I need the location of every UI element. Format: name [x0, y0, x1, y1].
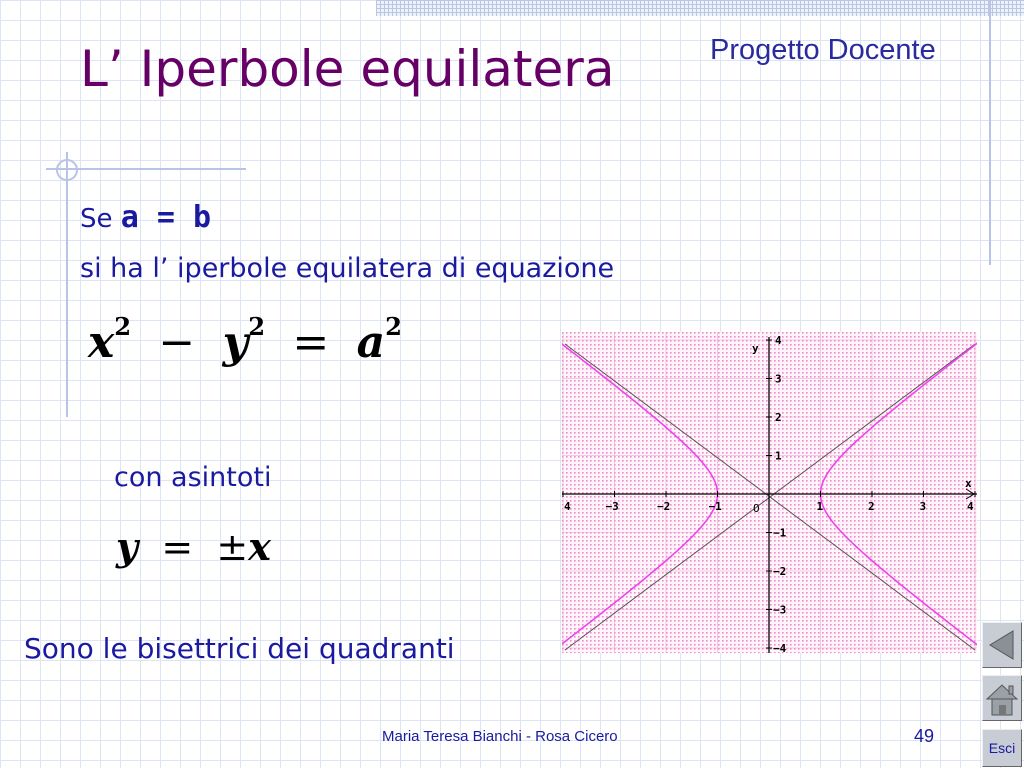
- x-tick-label: −2: [657, 500, 671, 513]
- equation-intro: si ha l’ iperbole equilatera di equazione: [80, 253, 615, 284]
- decor-vertical-line: [66, 152, 68, 417]
- eq-equals: =: [292, 316, 330, 368]
- hyperbola-graph: [562, 332, 977, 653]
- x-tick-label: 4: [967, 500, 974, 513]
- condition-line: [80, 200, 211, 235]
- eq-y-exp: 2: [248, 312, 266, 341]
- asymptotes-equation: [116, 524, 271, 569]
- y-tick-label: −4: [773, 642, 787, 653]
- decor-circle: [56, 159, 78, 181]
- eq-minus: −: [158, 316, 196, 368]
- top-decor-band: [376, 0, 1024, 16]
- y-axis-label: y: [752, 342, 759, 355]
- eq-x-exp: 2: [114, 312, 132, 341]
- y-tick-label: 2: [775, 411, 782, 424]
- x-tick-label: −3: [605, 500, 619, 513]
- y-tick-label: 1: [775, 449, 782, 463]
- bisettrici-text: Sono le bisettrici dei quadranti: [24, 632, 455, 665]
- origin-label: O: [753, 502, 760, 515]
- condition-prefix: Se: [80, 204, 113, 234]
- page-number: 49: [914, 726, 935, 746]
- eq-x: x: [88, 316, 115, 368]
- footer-authors: Maria Teresa Bianchi - Rosa Cicero: [382, 728, 618, 745]
- y-tick-label: −2: [773, 565, 787, 578]
- y-tick-label: 3: [775, 372, 782, 386]
- eq-y: y: [222, 316, 249, 368]
- x-tick-label: −1: [708, 500, 722, 513]
- x-tick-label: 1: [816, 500, 824, 513]
- slide-title: L’ Iperbole equilatera: [80, 40, 615, 98]
- decor-vertical-line-right: [989, 0, 991, 265]
- asymptotes-label: con asintoti: [114, 462, 272, 493]
- hyperbola-equation: [88, 312, 402, 368]
- asy-equals: =: [161, 525, 194, 569]
- eq-a: a: [356, 316, 386, 368]
- asy-x: x: [248, 524, 271, 569]
- y-tick-label: −1: [773, 526, 787, 540]
- eq-a-exp: 2: [385, 312, 402, 341]
- y-tick-label: −3: [773, 603, 787, 617]
- home-icon: [983, 676, 1021, 720]
- home-button[interactable]: [982, 675, 1022, 721]
- asy-plusminus: ±: [216, 525, 249, 569]
- condition-bold: a = b: [120, 200, 212, 235]
- back-button[interactable]: [982, 622, 1022, 668]
- y-tick-label: 4: [775, 334, 782, 347]
- exit-button[interactable]: Esci: [982, 729, 1022, 767]
- x-tick-label: 2: [868, 500, 875, 513]
- slide-subtitle: Progetto Docente: [710, 34, 936, 66]
- back-arrow-icon: [983, 623, 1021, 667]
- x-tick-label: 3: [919, 500, 927, 513]
- x-tick-label: 4: [564, 500, 571, 513]
- asy-y: y: [116, 524, 139, 569]
- x-axis-label: x: [965, 477, 972, 490]
